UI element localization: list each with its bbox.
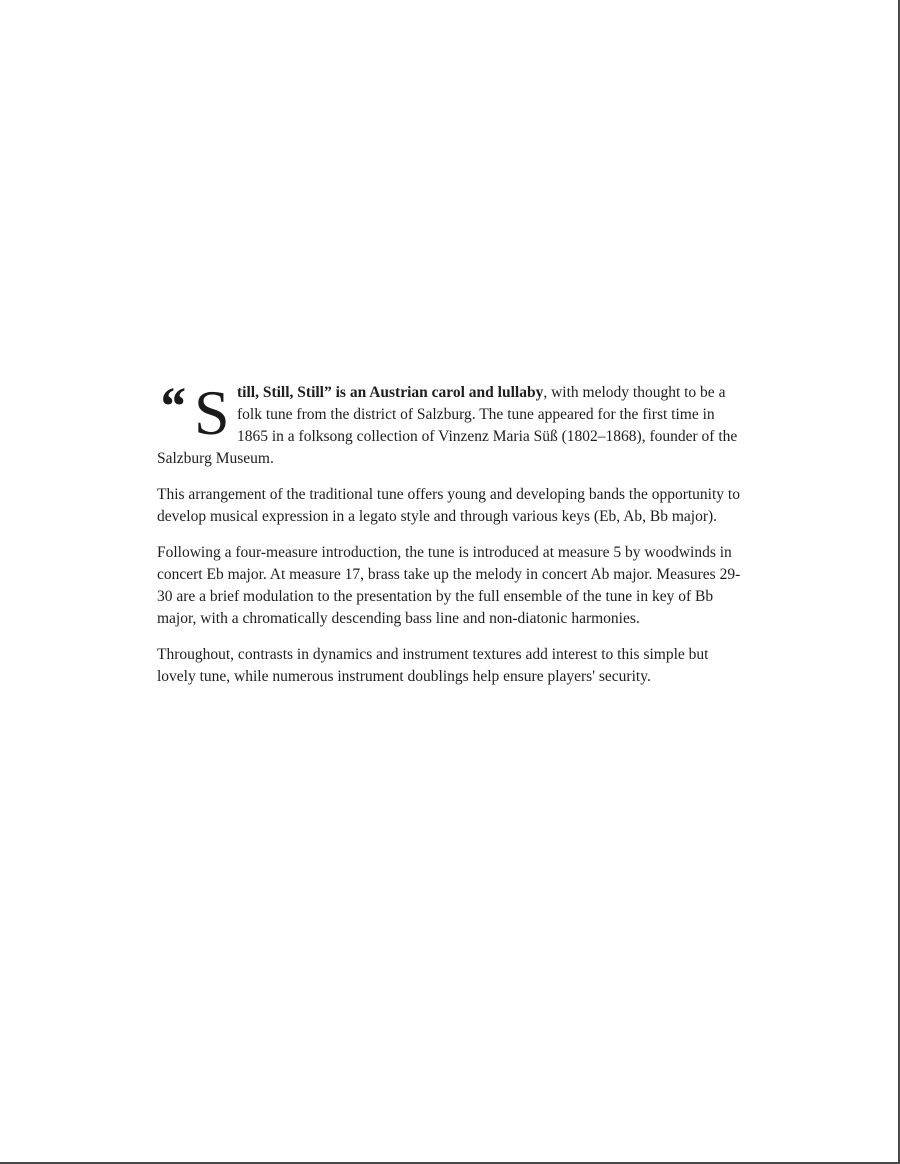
paragraph-throughout: Throughout, contrasts in dynamics and instrument textures add interest to this simple but lovely tune, while numerous instrument doublings help ensure players' security. xyxy=(157,646,709,685)
intro-lead-rest: , with melody thought to be a folk tune from the district of Salzburg. The tune appeared for the first time in 1865 in a folksong collection of Vinzenz Maria Süß (1802–1868), founder of the Salzburg Museum. xyxy=(157,384,738,467)
intro-lead-bold: till, Still, Still” is an Austrian carol and lullaby xyxy=(237,384,544,401)
intro-paragraph xyxy=(157,376,747,470)
open-quote-mark: “ xyxy=(158,376,185,436)
program-notes xyxy=(157,376,747,702)
drop-cap-block xyxy=(157,376,235,448)
drop-cap-letter: S xyxy=(194,377,230,448)
paragraph-arrangement: This arrangement of the traditional tune offers young and developing bands the opportunity to develop musical expression in a legato style and through various keys (Eb, Ab, Bb major). xyxy=(157,486,740,525)
paragraph-structure: Following a four-measure introduction, the tune is introduced at measure 5 by woodwinds in concert Eb major. At measure 17, brass take up the melody in concert Ab major. Measures 29-30 are a brief modulation to the presentation by the full ensemble of the tune in key of Bb major, with a chromatically descending bass line and non-diatonic harmonies. xyxy=(157,544,741,627)
